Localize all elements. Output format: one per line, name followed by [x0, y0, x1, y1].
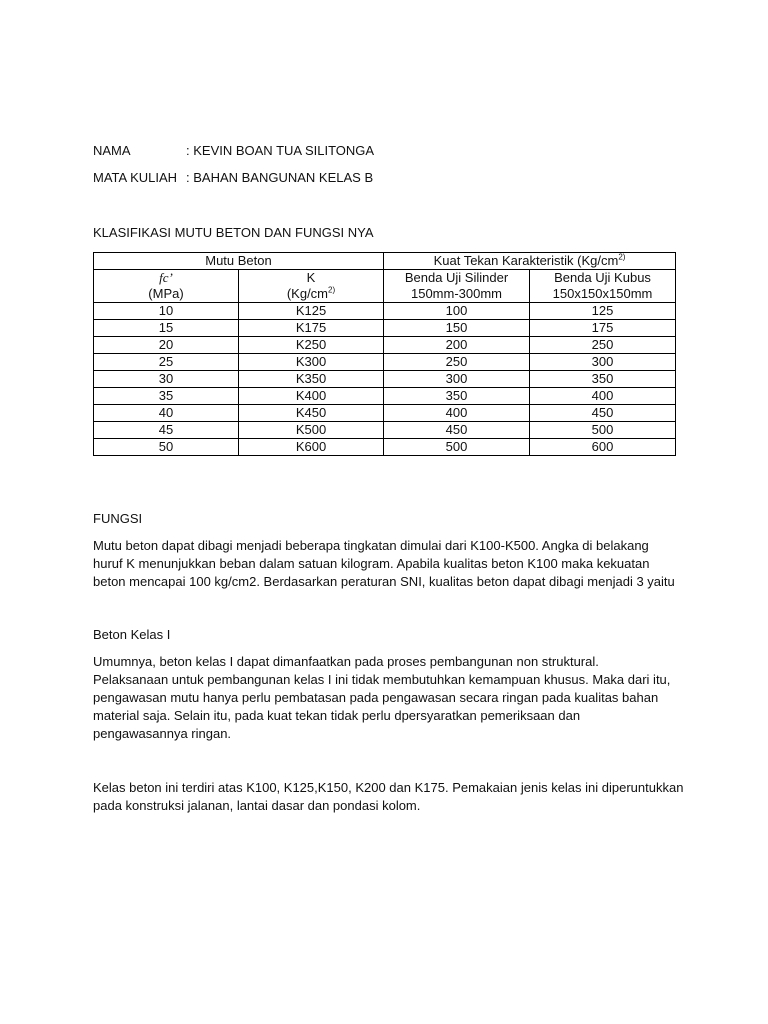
table-row	[94, 354, 676, 371]
matkul-value: : BAHAN BANGUNAN KELAS B	[186, 170, 374, 185]
header-fc: fc’ (MPa)	[94, 270, 239, 303]
header-kuat-tekan: Kuat Tekan Karakteristik ($Kg/cm^{2)}$	[384, 253, 676, 270]
table-row	[94, 303, 676, 320]
table-cell: 300	[530, 354, 676, 371]
table-cell: 500	[384, 439, 530, 456]
table-cell: 175	[530, 320, 676, 337]
header-mutu-beton: Mutu Beton	[94, 253, 384, 270]
table-cell: 35	[94, 388, 239, 405]
table-cell: 30	[94, 371, 239, 388]
table-row	[94, 439, 676, 456]
paragraph-line: material saja. Selain itu, pada kuat tekan tidak perlu dpersyaratkan pemeriksaan dan	[93, 708, 581, 723]
table-cell: K350	[239, 371, 384, 388]
paragraph-line: Mutu beton dapat dibagi menjadi beberapa tingkatan dimulai dari K100-K500. Angka di belakang	[93, 538, 649, 553]
table-cell: K125	[239, 303, 384, 320]
fungsi-paragraph	[93, 537, 693, 591]
table-cell: K300	[239, 354, 384, 371]
table-cell: 500	[530, 422, 676, 439]
table-row	[94, 371, 676, 388]
header-k: K ($Kg/cm^{2)}$	[239, 270, 384, 303]
header-kubus: Benda Uji Kubus 150x150x150mm	[530, 270, 676, 303]
table-cell: 200	[384, 337, 530, 354]
table-cell: 600	[530, 439, 676, 456]
table-cell: 450	[530, 405, 676, 422]
paragraph-line: Kelas beton ini terdiri atas K100, K125,K150, K200 dan K175. Pemakaian jenis kelas ini diperuntukkan	[93, 780, 684, 795]
table-cell: K250	[239, 337, 384, 354]
mutu-beton-table	[93, 252, 676, 456]
table-cell: 125	[530, 303, 676, 320]
table-row	[94, 405, 676, 422]
fungsi-title: FUNGSI	[93, 511, 143, 526]
table-cell: 250	[384, 354, 530, 371]
section-title: KLASIFIKASI MUTU BETON DAN FUNGSI NYA	[93, 225, 374, 240]
table-row	[94, 388, 676, 405]
table-group-header-row	[94, 253, 676, 270]
kelas1-paragraph-1	[93, 653, 693, 743]
nama-label: NAMA	[93, 143, 131, 158]
paragraph-line: beton mencapai 100 kg/cm2. Berdasarkan peraturan SNI, kualitas beton dapat dibagi menjadi 3 yaitu	[93, 574, 675, 589]
table-cell: K400	[239, 388, 384, 405]
table-cell: 250	[530, 337, 676, 354]
table-cell: 20	[94, 337, 239, 354]
paragraph-line: pengawasan mutu hanya perlu pembatasan pada pengawasan secara ringan pada kualitas bahan	[93, 690, 659, 705]
paragraph-line: pengawasannya ringan.	[93, 726, 232, 741]
table-cell: 50	[94, 439, 239, 456]
table-cell: 400	[530, 388, 676, 405]
table-cell: 400	[384, 405, 530, 422]
table-cell: 15	[94, 320, 239, 337]
table-cell: 25	[94, 354, 239, 371]
table-cell: K450	[239, 405, 384, 422]
paragraph-line: pada konstruksi jalanan, lantai dasar dan pondasi kolom.	[93, 798, 421, 813]
table-cell: 450	[384, 422, 530, 439]
paragraph-line: Umumnya, beton kelas I dapat dimanfaatkan pada proses pembangunan non struktural.	[93, 654, 599, 669]
table-row	[94, 320, 676, 337]
table-cell: 40	[94, 405, 239, 422]
table-row	[94, 337, 676, 354]
table-cell: 45	[94, 422, 239, 439]
table-cell: 10	[94, 303, 239, 320]
table-cell: 100	[384, 303, 530, 320]
table-cell: K500	[239, 422, 384, 439]
paragraph-line: Pelaksanaan untuk pembangunan kelas I ini tidak membutuhkan kemampuan khusus. Maka dari itu,	[93, 672, 671, 687]
table-cell: K175	[239, 320, 384, 337]
nama-value: : KEVIN BOAN TUA SILITONGA	[186, 143, 375, 158]
table-cell: 150	[384, 320, 530, 337]
table-cell: 300	[384, 371, 530, 388]
matkul-label: MATA KULIAH	[93, 170, 178, 185]
paragraph-line: huruf K menunjukkan beban dalam satuan kilogram. Apabila kualitas beton K100 maka kekuatan	[93, 556, 650, 571]
table-body	[94, 303, 676, 456]
kelas1-title: Beton Kelas I	[93, 627, 171, 642]
table-cell: 350	[530, 371, 676, 388]
table-row	[94, 422, 676, 439]
table-sub-header-row	[94, 270, 676, 303]
table-cell: K600	[239, 439, 384, 456]
table-cell: 350	[384, 388, 530, 405]
header-silinder: Benda Uji Silinder 150mm-300mm	[384, 270, 530, 303]
kelas1-paragraph-2	[93, 779, 693, 815]
